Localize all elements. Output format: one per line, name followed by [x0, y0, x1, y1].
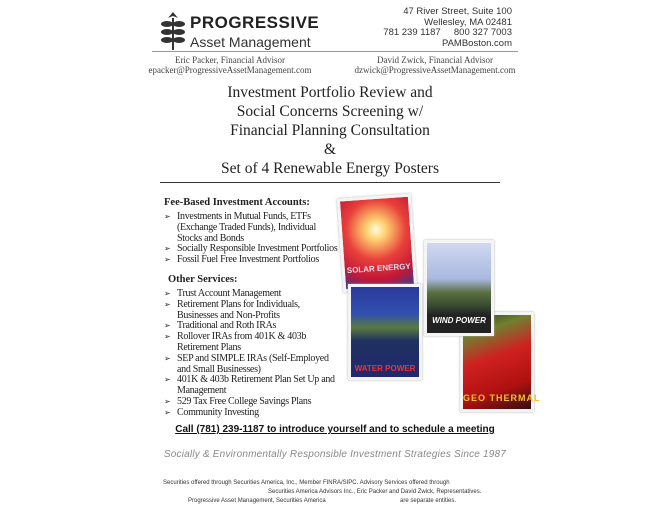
logo-icon: [160, 10, 186, 50]
list-item: ➢ Traditional and Roth IRAs: [164, 321, 339, 332]
disclaimer-line: Securities America Advisors Inc., Eric Packer and David Zwick, Representatives.: [268, 489, 482, 495]
list-item: ➢ Rollover IRAs from 401K & 403b Retirement Plans: [164, 332, 317, 354]
fee-based-heading: Fee-Based Investment Accounts:: [164, 197, 310, 208]
title-line: Investment Portfolio Review and: [227, 84, 433, 101]
title-line: Financial Planning Consultation: [230, 122, 430, 139]
title-line: Set of 4 Renewable Energy Posters: [221, 160, 439, 177]
list-item: ➢ Retirement Plans for Individuals, Businesses and Non-Profits: [164, 300, 312, 322]
list-item: ➢ 401K & 403b Retirement Plan Set Up and Management: [164, 375, 342, 397]
fee-based-list: [164, 212, 344, 266]
water-poster: [348, 284, 422, 380]
advisor-2: [350, 55, 520, 75]
list-item: ➢ 529 Tax Free College Savings Plans: [164, 397, 339, 408]
other-services-heading: Other Services:: [168, 274, 238, 285]
logo-subtitle: Asset Management: [190, 34, 311, 50]
title-ampersand: &: [323, 141, 337, 158]
list-item: ➢ SEP and SIMPLE IRAs (Self-Employed and Small Businesses): [164, 354, 342, 376]
advisor-1: [145, 55, 315, 75]
wind-poster: [424, 240, 494, 336]
call-to-action: Call (781) 239-1187 to introduce yourself and to schedule a meeting: [175, 424, 495, 435]
poster-title: WIND POWER: [432, 316, 486, 325]
divider: [160, 182, 500, 183]
advisor-name: David Zwick, Financial Advisor: [377, 55, 493, 65]
logo-name: PROGRESSIVE: [190, 13, 320, 32]
website: PAMBoston.com: [441, 37, 512, 49]
poster-title: SOLAR ENERGY: [346, 261, 412, 276]
disclaimer-line: are separate entities.: [400, 498, 457, 504]
solar-poster: [337, 194, 417, 293]
list-item: ➢ Fossil Fuel Free Investment Portfolios: [164, 255, 344, 266]
title-line: Social Concerns Screening w/: [236, 103, 424, 120]
disclaimer-line: Securities offered through Securities America, Inc., Member FINRA/SIPC. Advisory Services offered through: [163, 480, 450, 486]
poster-title: GEO THERMAL: [463, 393, 541, 403]
advisor-name: Eric Packer, Financial Advisor: [174, 55, 286, 65]
tagline: Socially & Environmentally Responsible Investment Strategies Since 1987: [163, 449, 507, 460]
list-item: ➢ Community Investing: [164, 408, 339, 419]
list-item: ➢ Socially Responsible Investment Portfolios: [164, 244, 344, 255]
address-line: 47 River Street, Suite 100: [403, 6, 512, 17]
advisor-email: epacker@ProgressiveAssetManagement.com: [148, 65, 312, 75]
phone-line: 781 239 1187 800 327 7003: [383, 27, 512, 38]
list-item: ➢ Trust Account Management: [164, 289, 339, 300]
address-block: [383, 7, 512, 49]
poster-title: WATER POWER: [354, 364, 416, 373]
disclaimer-line: Progressive Asset Management, Securities America: [188, 498, 326, 504]
address-line: Wellesley, MA 02481: [424, 16, 512, 28]
list-item: ➢ Investments in Mutual Funds, ETFs (Exchange Traded Funds), Individual Stocks and Bonds: [164, 212, 327, 244]
advisor-email: dzwick@ProgressiveAssetManagement.com: [354, 65, 516, 75]
divider: [152, 51, 518, 52]
other-services-list: [164, 289, 339, 419]
